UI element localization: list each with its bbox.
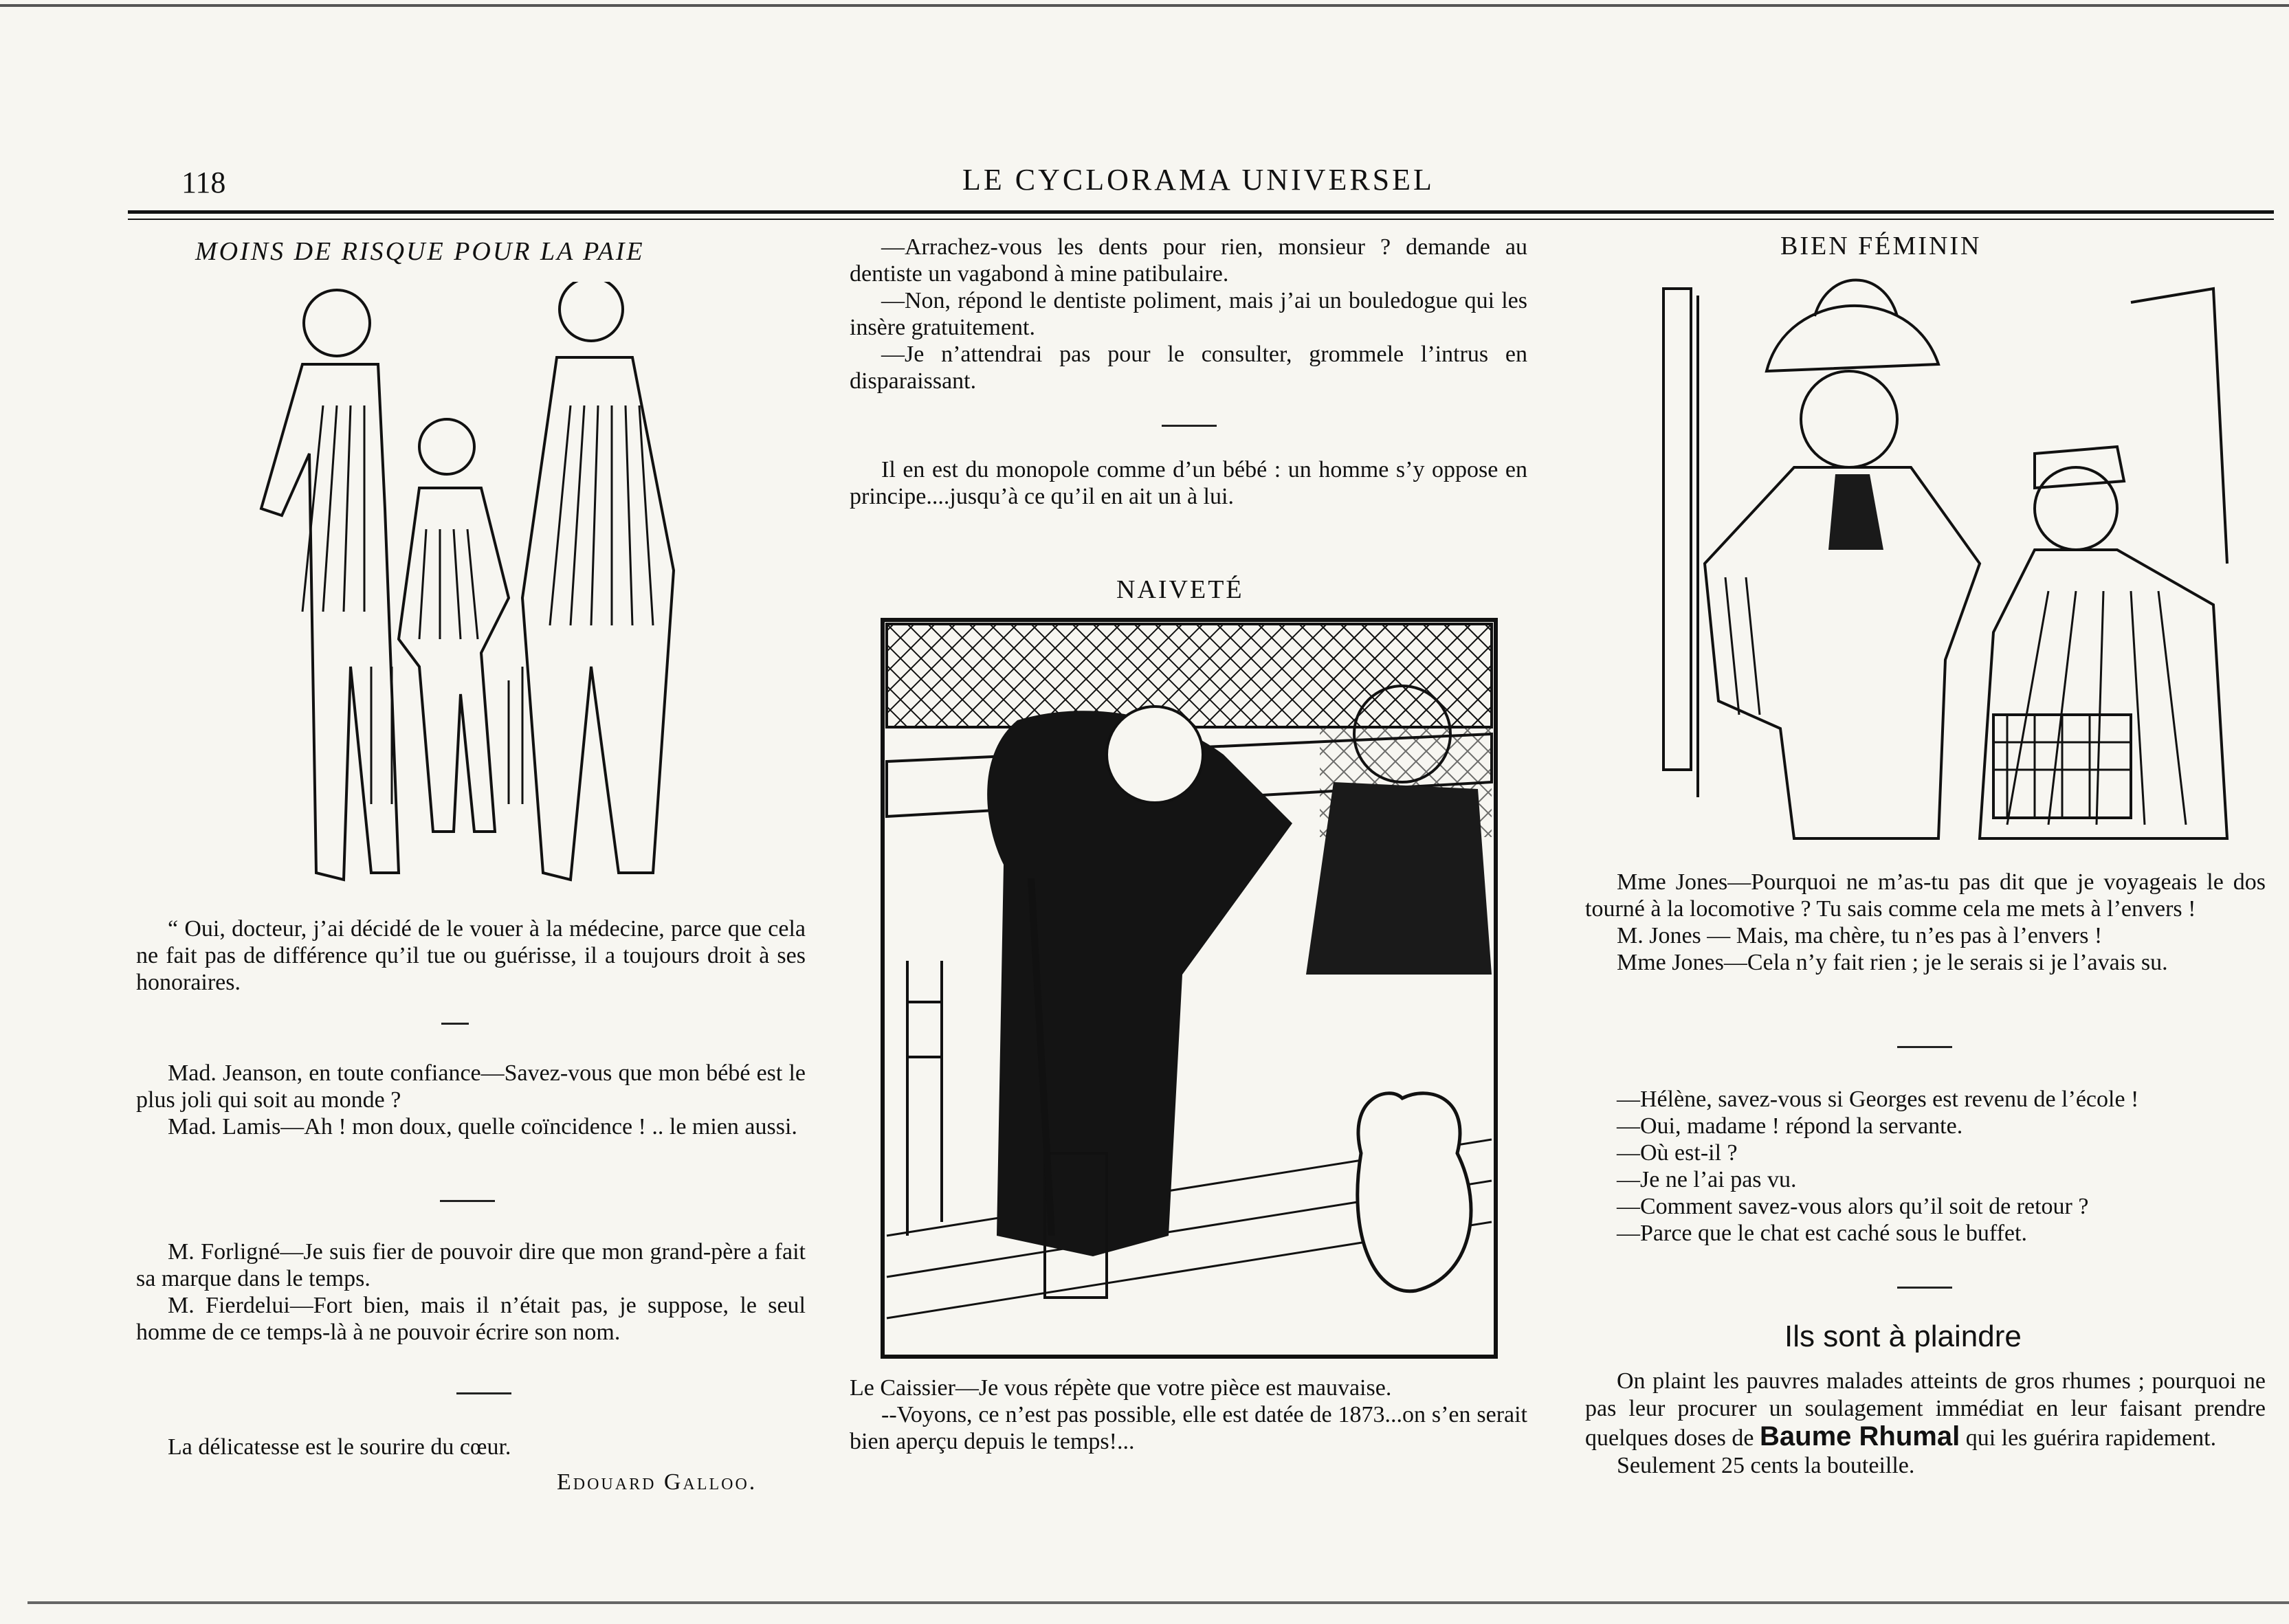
dialogue-line: —Où est-il ?	[1617, 1140, 1738, 1166]
dentist-line2: —Non, répond le dentiste poliment, mais j’ai un bouledogue qui les insère gratuitement.	[850, 288, 1527, 340]
maxim-block	[136, 1434, 806, 1460]
ad-text-before: On plaint les pauvres malades atteints de gros rhumes ; pourquoi ne pas leur procurer un soulagement immédiat en leur faisant prendre quelques doses de	[1585, 1368, 2266, 1451]
middle-cartoon-title: NAIVETÉ	[1116, 575, 1244, 604]
running-title: LE CYCLORAMA UNIVERSEL	[962, 163, 1435, 197]
ad-price: Seulement 25 cents la bouteille.	[1617, 1453, 1915, 1478]
joke-forligne	[136, 1238, 806, 1346]
header-rule-thin	[128, 219, 2274, 220]
doctor-cartoon-caption	[136, 915, 806, 996]
section-divider	[441, 1023, 469, 1025]
section-divider	[440, 1200, 495, 1202]
monopole-joke	[850, 456, 1527, 510]
dialogue-line: —Je ne l’ai pas vu.	[1617, 1167, 1797, 1192]
joke-jeanson	[136, 1060, 806, 1140]
dialogue-line: —Comment savez-vous alors qu’il soit de retour ?	[1617, 1194, 2089, 1219]
doctor-cartoon-illustration	[234, 282, 729, 900]
section-divider	[1162, 425, 1217, 427]
page-number: 118	[181, 166, 226, 199]
cashier-caption-line1: Le Caissier—Je vous répète que votre pièce est mauvaise.	[850, 1375, 1392, 1401]
ad-brand-name: Baume Rhumal	[1760, 1421, 1960, 1451]
jones-line1: Mme Jones—Pourquoi ne m’as-tu pas dit que je voyageais le dos tourné à la locomotive ? Tu sais comme cela me mets à l’envers !	[1585, 869, 2266, 922]
author-signature: Edouard Galloo.	[557, 1469, 758, 1495]
advertisement-title: Ils sont à plaindre	[1784, 1320, 2022, 1353]
dialogue-line: —Oui, madame ! répond la servante.	[1617, 1113, 1963, 1139]
dialogue-line: —Parce que le chat est caché sous le buffet.	[1617, 1221, 2027, 1246]
joke-jeanson-line2: Mad. Lamis—Ah ! mon doux, quelle coïncidence ! .. le mien aussi.	[168, 1114, 797, 1139]
right-cartoon-title: BIEN FÉMININ	[1780, 232, 1982, 260]
helene-dialogue	[1585, 1086, 2266, 1247]
monopole-text: Il en est du monopole comme d’un bébé : un homme s’y oppose en principe....jusqu’à ce qu’il en ait un à lui.	[850, 457, 1527, 509]
cashier-cartoon-illustration	[880, 617, 1499, 1359]
section-divider	[456, 1392, 511, 1394]
joke-forligne-line2: M. Fierdelui—Fort bien, mais il n’était pas, je suppose, le seul homme de ce temps-là à ne pouvoir écrire son nom.	[136, 1293, 806, 1345]
section-divider	[1897, 1046, 1952, 1048]
header-rule-thick	[128, 210, 2274, 214]
joke-forligne-line1: M. Forligné—Je suis fier de pouvoir dire que mon grand-père a fait sa marque dans le temps.	[136, 1239, 806, 1291]
page-top-edge	[0, 4, 2289, 7]
left-cartoon-title: MOINS DE RISQUE POUR LA PAIE	[195, 237, 645, 266]
maxim-text: La délicatesse est le sourire du cœur.	[168, 1434, 511, 1460]
cashier-caption-line2: --Voyons, ce n’est pas possible, elle est datée de 1873...on s’en serait bien aperçu depuis le temps!...	[850, 1402, 1527, 1454]
page-bottom-edge	[27, 1601, 2289, 1604]
train-couple-caption	[1585, 869, 2266, 976]
dentist-joke	[850, 234, 1527, 394]
dentist-line1: —Arrachez-vous les dents pour rien, monsieur ? demande au dentiste un vagabond à mine patibulaire.	[850, 234, 1527, 287]
jones-line2: M. Jones — Mais, ma chère, tu n’es pas à l’envers !	[1617, 923, 2103, 948]
jones-line3: Mme Jones—Cela n’y fait rien ; je le serais si je l’avais su.	[1617, 950, 2168, 975]
train-couple-illustration	[1622, 275, 2241, 852]
advertisement-body	[1585, 1368, 2266, 1480]
dentist-line3: —Je n’attendrai pas pour le consulter, grommele l’intrus en disparaissant.	[850, 342, 1527, 394]
dialogue-line: —Hélène, savez-vous si Georges est revenu de l’école !	[1617, 1087, 2139, 1112]
cashier-caption	[850, 1375, 1527, 1455]
ad-text-after: qui les guérira rapidement.	[1960, 1425, 2217, 1451]
doctor-caption-text: “ Oui, docteur, j’ai décidé de le vouer à la médecine, parce que cela ne fait pas de différence qu’il tue ou guérisse, il a toujours droit à ses honoraires.	[136, 916, 806, 995]
section-divider	[1897, 1287, 1952, 1289]
joke-jeanson-line1: Mad. Jeanson, en toute confiance—Savez-vous que mon bébé est le plus joli qui soit au monde ?	[136, 1060, 806, 1113]
